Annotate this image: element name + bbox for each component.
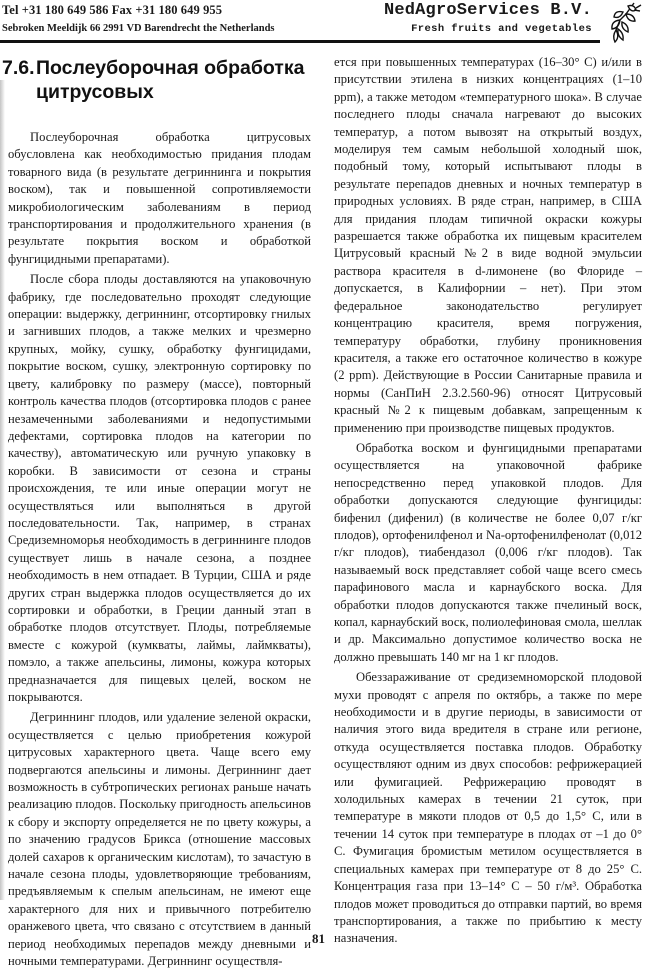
page-number: 81 — [312, 931, 325, 946]
company-block — [384, 1, 592, 36]
page-header — [0, 0, 648, 40]
contact-block — [2, 3, 275, 36]
right-column — [334, 54, 642, 951]
paragraph: Обработка воском и фунгицидными препаратами осуществляется на упаковочной фабрике непосредственно перед упаковкой плодов. Для обработки допускаются следующие фунгициды: бифенил (дифенил) (в количестве не более 0,07 г/кг плодов), ортофенилфенол и Na-ортофенилфенолат (0,012 г/кг плодов), тиабендазол (0,006 г/кг плодов). Так называемый воск представляет собой чаще всего смесь парафинового масла и карнаубского воска. Для обработки плодов допускаются также пчелиный воск, копал, карнаубский воск, полиолефиновая смола, шеллак и др. Максимально допустимое количество воска не должно превышать 140 мг на 1 кг плодов. — [334, 440, 642, 664]
citrus-branch-icon — [598, 0, 644, 46]
title-line-1: Послеуборочная обработка — [36, 57, 305, 79]
paragraph: Обеззараживание от средиземноморской плодовой мухи проводят с апреля по октябрь, а также по мере необходимости и в другие периоды, в зависимости от наличия этого вида вредителя в стране или регионе, откуда осуществляется поставка плодов. Обработку осуществляют одним из двух способов: рефрижерацией или фумигацией. Рефрижерацию проводят в холодильных камерах в течении 21 суток, при температуре в мякоти плодов от 0,5 до 1,5° С, или в течении 14 суток при температуре в плодах от –1 до 0° С. Фумигация бромистым метилом осуществляется в специальных камерах при температуре от 8 до 25° С. Концентрация газа при 13–14° С – 50 г/м³. Обработка плодов может проводиться до отправки партий, во время транспортирования, а также по прибытию к месту назначения. — [334, 670, 642, 946]
address-line: Sebroken Meeldijk 66 2991 VD Barendrecht the Netherlands — [2, 23, 275, 34]
paragraph: После сбора плоды доставляются на упаковочную фабрику, где последовательно проходят следующие операции: выдержку, дегриннинг, отсортировку гнилых и загнивших плодов, а также мелких и чрезмерно крупных, мойку, сушку, обработку фунгицидами, покрытие воском, сушку, электронную сортировку по цвету, калибровку по размеру (массе), повторный контроль качества плодов (отсортировка плодов с ранее незамеченными заболеваниями и недопустимыми дефектами, сортировка плодов на категории по качеству), автоматическую или ручную упаковку в коробки. В зависимости от сезона и страны происхождения, те или иные операции могут не осуществляться или выполняться в другой последовательности. Так, например, в странах Средиземноморья необходимость в дегриннинге плодов существует лишь в начале сезона, а позднее необходимость в нем отпадает. В Турции, США и ряде других стран выдержка плодов осуществляется до их сортировки и обработки, в Греции данный этап в обработке плодов отсутствует. Плоды, потребляемые вместе с кожурой (кумкваты, лаймы, лаймкваты), помэло, а также апельсины, лимоны, кожура которых предназначается для пищевых целей, воском не покрываются. — [8, 272, 311, 704]
paragraph: Послеуборочная обработка цитрусовых обусловлена как необходимостью придания плодам товарного вида (в результате дегриннинга и покрытия воском), так и повышенной сопротивляемости микробиологическим заболеваниям в период транспортирования и продолжительного хранения (в результате покрытия воском и обработкой фунгицидными препаратами). — [8, 130, 311, 266]
scan-edge-shadow — [0, 80, 5, 900]
title-line-2: цитрусовых — [36, 81, 154, 103]
phone-fax-line: Tel +31 180 649 586 Fax +31 180 649 955 — [2, 3, 223, 17]
company-tagline: Fresh fruits and vegetables — [411, 23, 592, 35]
header-divider — [0, 40, 600, 43]
section-title — [2, 56, 311, 104]
paragraph: Дегриннинг плодов, или удаление зеленой окраски, осуществляется с целью приобретения кожурой цитрусовых характерного цвета. Чаще всего ему подвергаются апельсины и лимоны. Дегриннинг дает возможность в субтропических регионах раньше начать реализацию плодов. Поскольку пригодность апельсинов к сбору и экспорту определяется не по цвету кожуры, а по значению градусов Брикса (отношение массовых долей сахаров к органическим кислотам), то зачастую в начале сезона плоды, удовлетворяющие требованиям, предъявляемым к спелым апельсинам, не имеют еще характерного для них и привычного потребителю оранжевого цвета, что связано с отсутствием в данный период необходимых перепадов между дневными и ночными температурами. Дегриннинг осуществля- — [8, 710, 311, 969]
left-column — [2, 56, 311, 974]
section-number: 7.6. — [2, 57, 35, 79]
paragraph-continued: ется при повышенных температурах (16–30° С) и/или в присутствии этилена в низких концентрациях (1–10 ppm), а также методом «температурного шока». В случае последнего плоды сначала нагревают до высоких температур, а потом вывозят на открытый воздух, моделируя тем самым небольшой холодный шок, подобный тому, который испытывают плоды в результате перепадов дневных и ночных температур в природных условиях. В ряде стран, например, в США для придания плодам типичной окраски кожуры разрешается также обработка их пищевым красителем Цитрусовый красный №2 в виде водной эмульсии раствора красителя в d-лимонене (во Флориде – допускается, в Калифорнии – нет). При этом федеральное законодательство регулирует концентрацию красителя, время погружения, температуру обработки, глубину проникновения красителя, а также его остаточное количество в кожуре (2 ppm). Действующие в России Санитарные правила и нормы (СанПиН 2.3.2.560-96) относят Цитрусовый красный №2 к пищевым добавкам, запрещенным к применению при производстве пищевых продуктов. — [334, 55, 642, 435]
company-name: NedAgroServices B.V. — [383, 1, 592, 20]
